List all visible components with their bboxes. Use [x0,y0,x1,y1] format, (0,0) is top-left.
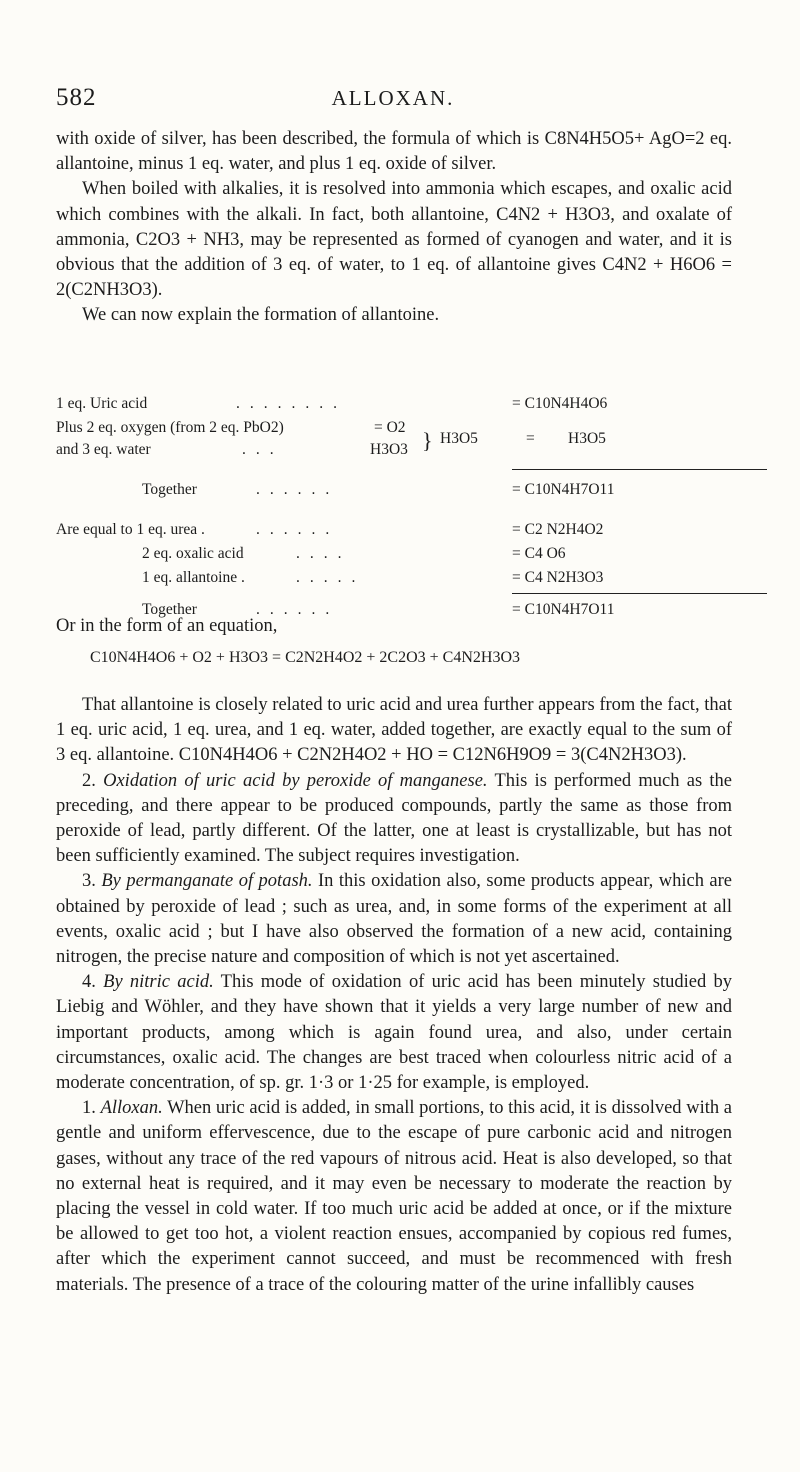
sum-rule [512,469,767,470]
paragraph-5: 2. Oxidation of uric acid by peroxide of manganese. This is performed much as the preceding, and there appear to be produced compounds, partly the same as those from peroxide of lead, partly different. Of the latter, one at least is crystallizable, but has not been sufficiently examined. The subject requires investigation. [56,770,732,867]
table-row: Are equal to 1 eq. urea . ...... = C2 N2H4O2 [56,521,604,538]
paragraph-4: That allantoine is closely related to uric acid and urea further appears from the fact, that 1 eq. uric acid, 1 eq. urea, and 1 eq. water, added together, are exactly equal to the sum of 3 eq. allantoine. C10N4H4O6 + C2N2H4O2 + HO = C12N6H9O9 = 3(C4N2H3O3). [56,695,732,766]
paragraph-6: 3. By permanganate of potash. In this oxidation also, some products appear, which are obtained by peroxide of lead ; such as urea, and, in some forms of the experiment at all events, oxalic acid ; but I have also observed the formation of a new acid, containing nitrogen, the precise nature and composition of which is not yet ascertained. [56,871,733,968]
section-title: Oxidation of uric acid by peroxide of manganese. [103,770,488,791]
table-row: 1 eq. allantoine . ..... = C4 N2H3O3 [142,569,604,586]
page-number: 582 [56,84,97,111]
sum-rule [512,593,767,594]
paragraph-2: When boiled with alkalies, it is resolved into ammonia which escapes, and oxalic acid which combines with the alkali. In fact, both allantoine, C4N2 + H3O3, and oxalate of ammonia, C2O3 + NH3, may be represented as formed of cyanogen and water, and it is obvious that the addition of 3 eq. of water, to 1 eq. of allantoine gives C4N2 + H6O6 = 2(C2NH3O3). [56,179,732,301]
paragraph-7: 4. By nitric acid. This mode of oxidation of uric acid has been minutely studied by Liebig and Wöhler, and they have shown that it yields a very large number of new and important products, among which is again found urea, and also, under certain circumstances, oxalic acid. The changes are best traced when colourless nitric acid of a moderate concentration, of sp. gr. 1·3 or 1·25 for example, is employed. [56,972,732,1094]
table-row: and 3 eq. water ... H3O3 [56,441,408,458]
paragraph-3: We can now explain the formation of allantoine. [82,305,440,326]
page-header [56,84,730,114]
text-block-bottom [56,693,732,1298]
section-title: Alloxan. [100,1098,163,1119]
table-row: Together ...... = C10N4H7O11 [142,601,615,618]
table-row: 1 eq. Uric acid ........ = C10N4H4O6 [56,395,608,412]
table-row: 2 eq. oxalic acid .... = C4 O6 [142,545,566,562]
chemical-equation: C10N4H4O6 + O2 + H3O3 = C2N2H4O2 + 2C2O3 + C4N2H3O3 [90,649,521,666]
section-title: By permanganate of potash. [101,871,313,892]
paragraph-8: 1. Alloxan. When uric acid is added, in small portions, to this acid, it is dissolved with a gentle and uniform effervescence, due to the escape of pure carbonic acid and nitrogen gases, without any trace of the red vapours of nitrous acid. Heat is also developed, so that no external heat is required, and it may even be necessary to moderate the reaction by placing the vessel in cold water. If too much uric acid be added at once, or if the mixture be allowed to get too hot, a violent reaction ensues, accompanied by copious red fumes, after which the experiment cannot succeed, and must be recommenced with fresh materials. The presence of a trace of the colouring matter of the urine infallibly causes [56,1098,732,1295]
table-row: Together ...... = C10N4H7O11 [142,481,615,498]
text-block-top [56,127,732,329]
table-row: Plus 2 eq. oxygen (from 2 eq. PbO2) = O2 } H3O5 = H3O5 [56,419,606,453]
equation-intro: Or in the form of an equation, [56,616,278,636]
section-title: By nitric acid. [103,972,214,993]
paragraph-1: with oxide of silver, has been described, the formula of which is C8N4H5O5+ AgO=2 eq. allantoine, minus 1 eq. water, and plus 1 eq. oxide of silver. [56,129,733,175]
running-head: ALLOXAN. [331,86,455,110]
